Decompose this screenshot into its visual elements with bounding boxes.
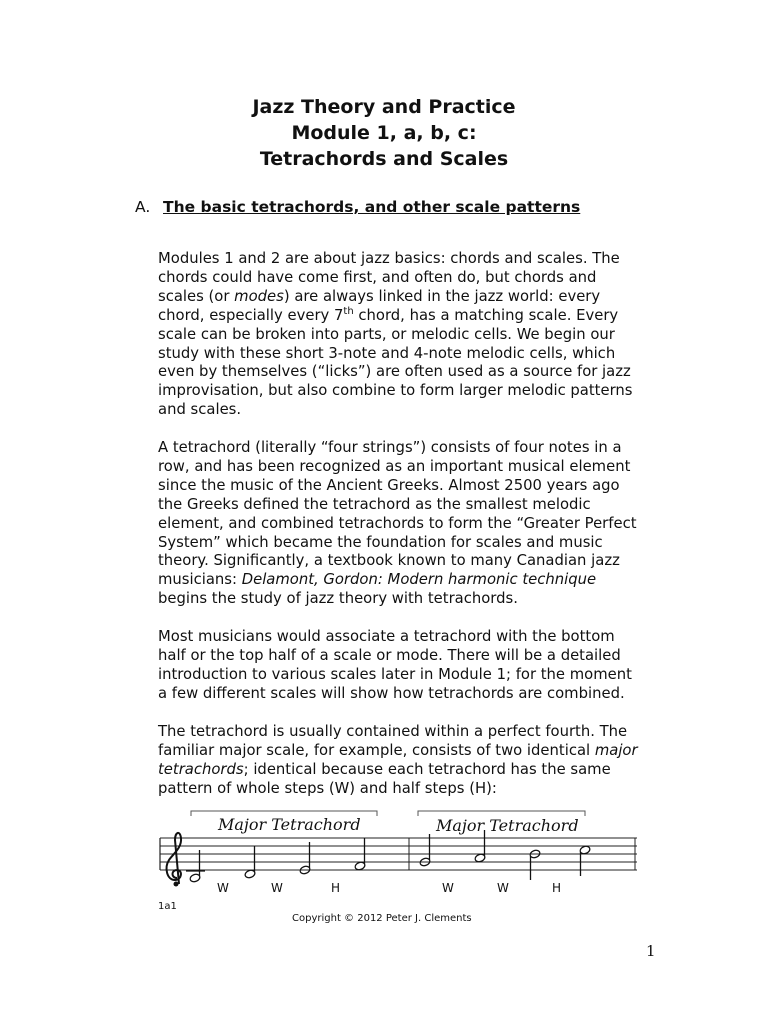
copyright-notice: Copyright © 2012 Peter J. Clements: [292, 913, 472, 924]
title-line-1: Jazz Theory and Practice: [252, 96, 516, 118]
paragraph-1: [158, 250, 648, 420]
section-title: The basic tetrachords, and other scale patterns: [163, 198, 581, 216]
paragraph-line: and scales.: [158, 401, 242, 419]
title-line-2: Module 1, a, b, c:: [291, 122, 477, 144]
paragraph-line: A tetrachord (literally “four strings”) consists of four notes in a: [158, 439, 622, 456]
paragraph-line: The tetrachord is usually contained within a perfect fourth. The: [158, 723, 628, 740]
step-label: W: [497, 881, 509, 895]
paragraph-line: Most musicians would associate a tetrachord with the bottom: [158, 628, 615, 645]
staff-lines: [160, 838, 637, 870]
paragraph-line: musicians: Delamont, Gordon: Modern harmonic technique: [158, 571, 597, 589]
paragraph-line: chords could have come first, and often do, but chords and: [158, 268, 597, 286]
paragraph-line: Modules 1 and 2 are about jazz basics: chords and scales. The: [158, 250, 620, 267]
paragraph-line: begins the study of jazz theory with tetrachords.: [158, 590, 518, 608]
step-label: H: [552, 881, 562, 895]
paragraph-line: since the music of the Ancient Greeks. Almost 2500 years ago: [158, 476, 620, 494]
step-label: H: [331, 881, 341, 895]
title-line-3: Tetrachords and Scales: [259, 148, 509, 170]
treble-clef-icon: [167, 833, 182, 887]
paragraph-line: tetrachords; identical because each tetrachord has the same: [158, 760, 611, 778]
section-letter: A.: [135, 198, 151, 216]
paragraph-2: [158, 439, 648, 609]
paragraph-line: even by themselves (“licks”) are often used as a source for jazz: [158, 363, 631, 381]
page-number: 1: [646, 942, 656, 960]
paragraph-line: System” which became the foundation for scales and music: [158, 533, 603, 551]
note: [579, 845, 591, 876]
paragraph-line: chord, especially every 7th chord, has a matching scale. Every: [158, 305, 619, 324]
step-label: W: [271, 881, 283, 895]
paragraph-line: pattern of whole steps (W) and half steps (H):: [158, 779, 497, 797]
note: [186, 850, 205, 883]
tetrachord-label-1: Major Tetrachord: [218, 815, 361, 834]
paragraph-line: scales (or modes) are always linked in the jazz world: every: [158, 287, 601, 305]
music-notation: [155, 804, 665, 899]
step-label: W: [217, 881, 229, 895]
step-label: W: [442, 881, 454, 895]
paragraph-3: [158, 628, 648, 704]
document-title: [0, 94, 768, 172]
paragraph-line: introduction to various scales later in Module 1; for the moment: [158, 665, 632, 683]
paragraph-line: row, and has been recognized as an important musical element: [158, 457, 631, 475]
paragraph-line: the Greeks defined the tetrachord as the smallest melodic: [158, 495, 591, 513]
paragraph-line: half or the top half of a scale or mode. There will be a detailed: [158, 646, 621, 664]
paragraph-line: study with these short 3-note and 4-note melodic cells, which: [158, 344, 616, 362]
paragraph-line: element, and combined tetrachords to form the “Greater Perfect: [158, 514, 637, 532]
paragraph-line: familiar major scale, for example, consists of two identical major: [158, 741, 638, 759]
section-heading: [135, 198, 580, 216]
paragraph-line: theory. Significantly, a textbook known to many Canadian jazz: [158, 552, 620, 570]
figure-label: 1a1: [158, 901, 177, 912]
paragraph-4: [158, 723, 648, 799]
paragraph-line: scale can be broken into parts, or melodic cells. We begin our: [158, 325, 615, 343]
paragraph-line: improvisation, but also combine to form larger melodic patterns: [158, 382, 633, 400]
tetrachord-label-2: Major Tetrachord: [436, 816, 579, 835]
paragraph-line: a few different scales will show how tetrachords are combined.: [158, 684, 625, 702]
